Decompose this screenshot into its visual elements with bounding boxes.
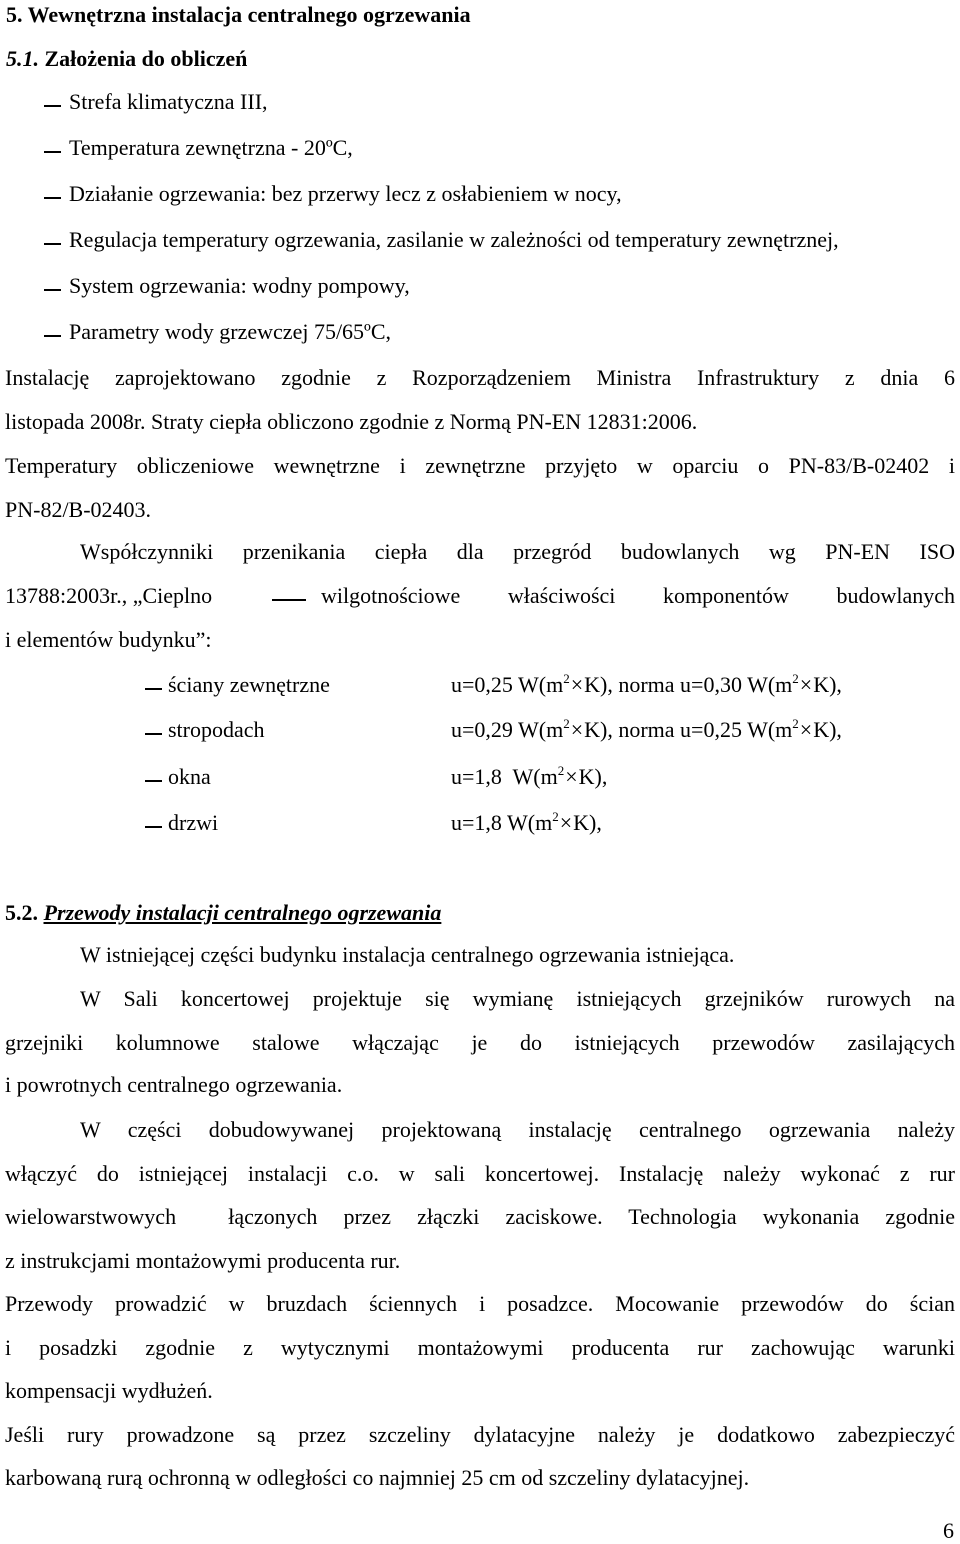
list-item: Temperatura zewnętrzna - 20ºC, — [69, 135, 353, 160]
dash-bullet — [44, 289, 61, 291]
paragraph-line: W części dobudowywanej projektowaną instalację centralnego ogrzewania należy — [80, 1117, 955, 1142]
paragraph-line: PN-82/B-02403. — [5, 497, 152, 522]
paragraph-line: z instrukcjami montażowymi producenta rur. — [5, 1248, 401, 1273]
paragraph-line: Jeśli rury prowadzone są przez szczeliny dylatacyjne należy je dodatkowo zabezpieczyć — [5, 1422, 955, 1447]
paragraph-line: Współczynniki przenikania ciepła dla przegród budowlanych wg PN-EN ISO — [80, 539, 955, 564]
coefficient-value: u=0,25 $W(m^2\times K)$, norma u=0,30 $W(m^2\times K)$, — [451, 671, 842, 697]
dash-bullet — [44, 197, 61, 199]
section-title: 5. Wewnętrzna instalacja centralnego ogrzewania — [6, 2, 471, 27]
paragraph-line: Przewody prowadzić w bruzdach ściennych i posadzce. Mocowanie przewodów do ścian — [5, 1291, 955, 1316]
paragraph-line: wielowarstwowych łączonych przez złączki zaciskowe. Technologia wykonania zgodnie — [5, 1204, 955, 1229]
paragraph-line: W Sali koncertowej projektuje się wymianę istniejących grzejników rurowych na — [80, 986, 955, 1011]
paragraph-line: kompensacji wydłużeń. — [5, 1378, 213, 1403]
subsection-heading-5-2 — [5, 900, 441, 926]
paragraph-line: listopada 2008r. Straty ciepła obliczono zgodnie z Normą PN-EN 12831:2006. — [5, 409, 698, 434]
dash-bullet — [44, 335, 61, 337]
coefficient-value: u=1,8 $W(m^2\times K)$, — [451, 763, 608, 789]
paragraph-line: karbowaną rurą ochronną w odległości co najmniej 25 cm od szczeliny dylatacyjnej. — [5, 1465, 750, 1490]
dash-bullet — [44, 105, 61, 107]
paragraph-line: 13788:2003r., „Cieplno — [5, 583, 213, 608]
dash-bullet — [145, 780, 162, 782]
paragraph-line: W istniejącej części budynku instalacja centralnego ogrzewania istniejąca. — [80, 942, 735, 967]
dash-bullet — [145, 688, 162, 690]
dash-bullet — [44, 243, 61, 245]
list-item: Działanie ogrzewania: bez przerwy lecz z osłabieniem w nocy, — [69, 181, 622, 206]
list-item: Strefa klimatyczna III, — [69, 89, 268, 114]
dash-bullet — [44, 151, 61, 153]
subsection-number: 5.2. — [5, 900, 38, 925]
paragraph-line: włączyć do istniejącej instalacji c.o. w sali koncertowej. Instalację należy wykonać z rur — [5, 1161, 955, 1186]
dash-bullet — [145, 733, 162, 735]
coefficient-name: ściany zewnętrzne — [168, 672, 330, 697]
list-item: System ogrzewania: wodny pompowy, — [69, 273, 410, 298]
subsection-number: 5.1. — [6, 46, 39, 71]
paragraph-line: i elementów budynku”: — [5, 627, 212, 652]
dash-bullet — [145, 826, 162, 828]
paragraph-line: i powrotnych centralnego ogrzewania. — [5, 1072, 343, 1097]
subsection-heading-5-1 — [6, 46, 247, 72]
coefficient-value: u=0,29 $W(m^2\times K)$, norma u=0,25 $W(m^2\times K)$, — [451, 716, 842, 742]
coefficient-name: drzwi — [168, 810, 219, 835]
list-item: Parametry wody grzewczej 75/65ºC, — [69, 319, 392, 344]
list-item: Regulacja temperatury ogrzewania, zasilanie w zależności od temperatury zewnętrznej, — [69, 227, 839, 252]
coefficient-name: okna — [168, 764, 211, 789]
long-dash — [272, 599, 306, 601]
paragraph-line: wilgotnościowe właściwości komponentów budowlanych — [321, 583, 955, 608]
page-number: 6 — [943, 1518, 954, 1543]
subsection-title: Założenia do obliczeń — [44, 46, 248, 71]
coefficient-value: u=1,8 $W(m^2\times K)$, — [451, 809, 602, 835]
coefficient-name: stropodach — [168, 717, 265, 742]
subsection-title: Przewody instalacji centralnego ogrzewania — [43, 900, 442, 925]
paragraph-line: i posadzki zgodnie z wytycznymi montażowymi producenta rur zachowując warunki — [5, 1335, 955, 1360]
paragraph-line: Instalację zaprojektowano zgodnie z Rozporządzeniem Ministra Infrastruktury z dnia 6 — [5, 365, 955, 390]
paragraph-line: grzejniki kolumnowe stalowe włączając je do istniejących przewodów zasilających — [5, 1030, 955, 1055]
paragraph-line: Temperatury obliczeniowe wewnętrzne i zewnętrzne przyjęto w oparciu o PN-83/B-02402 i — [5, 453, 955, 478]
